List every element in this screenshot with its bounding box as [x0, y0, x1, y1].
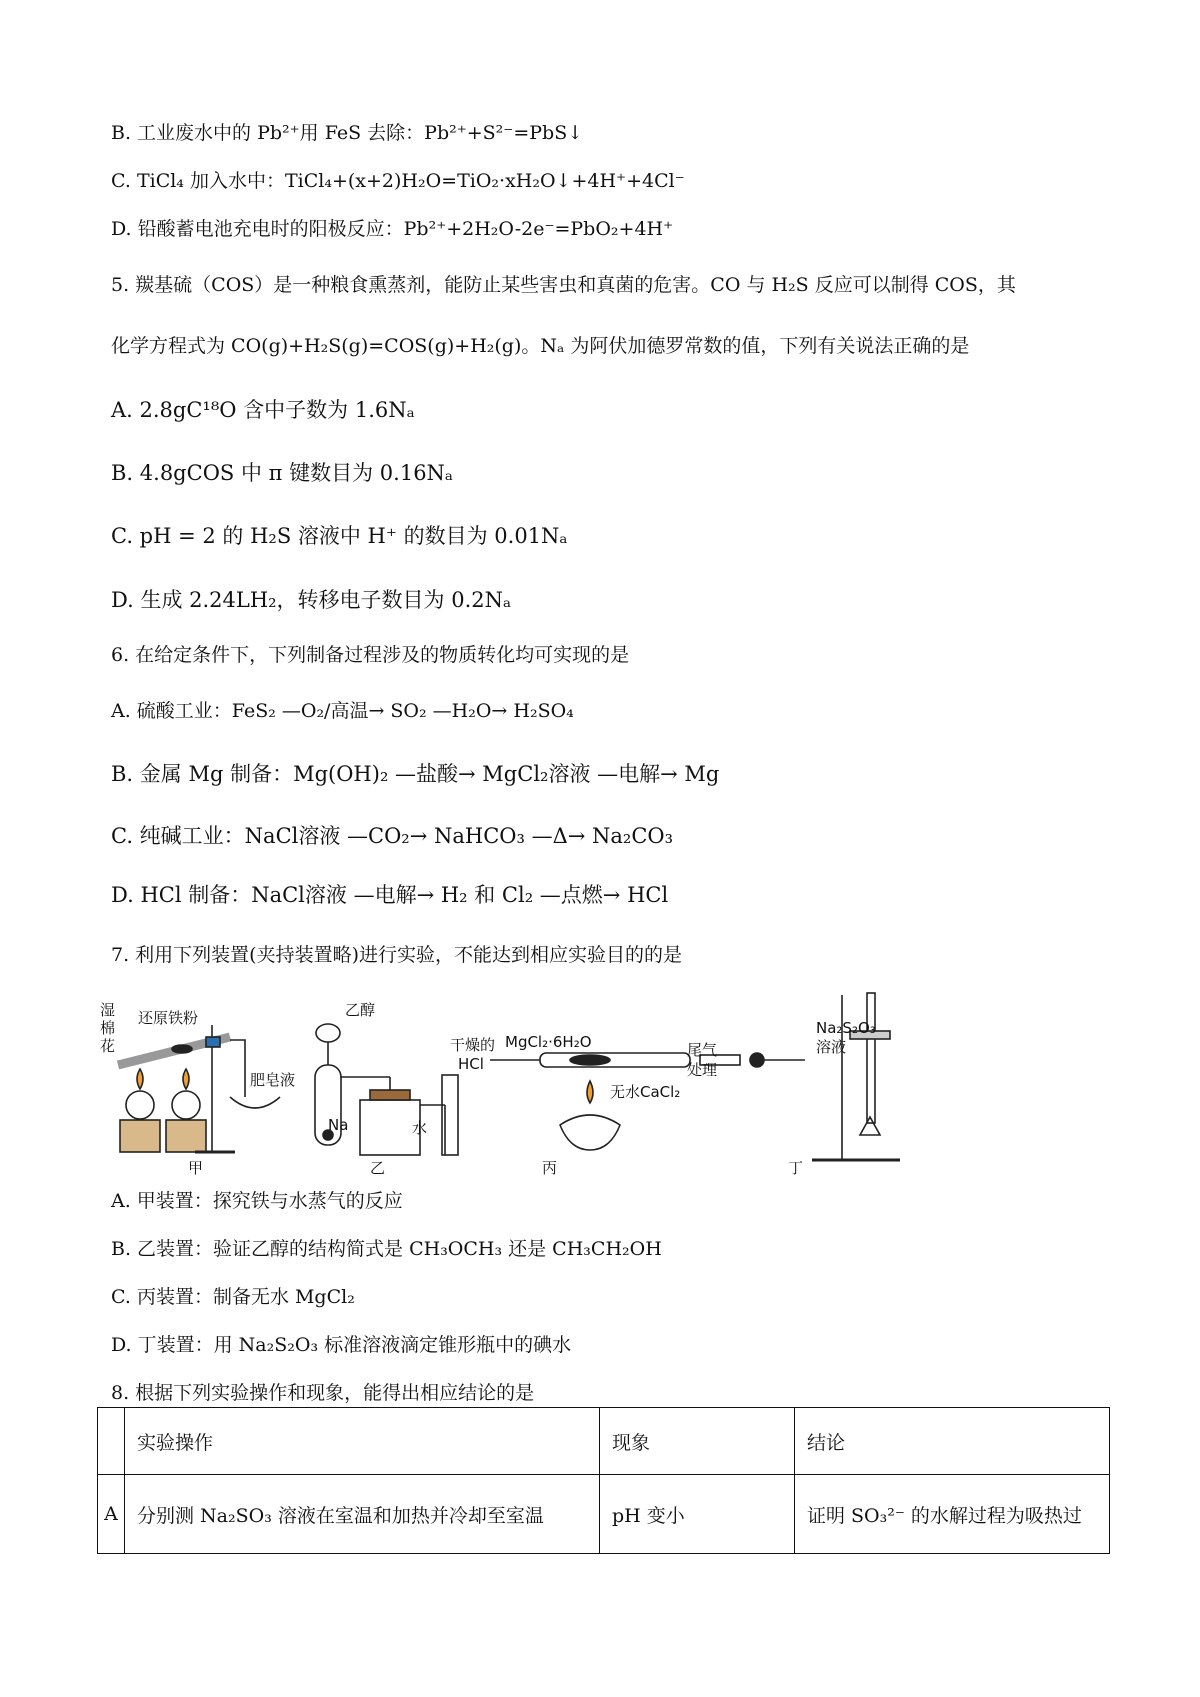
apparatus-bing	[490, 1053, 805, 1150]
table-cell: pH 变小	[600, 1475, 795, 1554]
option-4d: D. 铅酸蓄电池充电时的阳极反应：Pb²⁺+2H₂O-2e⁻=PbO₂+4H⁺	[111, 218, 674, 240]
label-cotton2: 花	[100, 1037, 116, 1055]
label-cotton1: 棉	[100, 1019, 116, 1037]
label-dry: 干燥的	[450, 1036, 496, 1054]
label-cacl2: 无水CaCl₂	[610, 1083, 681, 1101]
label-water: 水	[412, 1119, 428, 1137]
label-na: Na	[328, 1116, 349, 1134]
table-header-cell: 实验操作	[125, 1408, 600, 1475]
label-salt: MgCl₂·6H₂O	[505, 1033, 592, 1051]
option-6c: C. 纯碱工业：NaCl溶液 —CO₂→ NaHCO₃ —Δ→ Na₂CO₃	[111, 824, 674, 848]
experiment-table	[97, 1407, 1110, 1554]
table-header-cell	[98, 1408, 125, 1475]
table-header-row	[98, 1408, 1110, 1475]
apparatus-figure	[100, 985, 960, 1175]
question-8-stem: 8. 根据下列实验操作和现象，能得出相应结论的是	[111, 1382, 535, 1404]
table-cell: A	[98, 1475, 125, 1554]
option-5a: A. 2.8gC¹⁸O 含中子数为 1.6Nₐ	[111, 398, 415, 422]
label-hcl: HCl	[458, 1055, 484, 1073]
label-wet: 湿	[100, 1001, 116, 1019]
table-cell: 证明 SO₃²⁻ 的水解过程为吸热过	[795, 1475, 1110, 1554]
caption-bing: 丙	[542, 1159, 558, 1175]
label-na2s2o3: Na₂S₂O₃	[816, 1019, 876, 1037]
caption-jia: 甲	[188, 1159, 204, 1175]
table-cell: 分别测 Na₂SO₃ 溶液在室温和加热并冷却至室温	[125, 1475, 600, 1554]
option-7d: D. 丁装置：用 Na₂S₂O₃ 标准溶液滴定锥形瓶中的碘水	[111, 1334, 572, 1356]
question-6-stem: 6. 在给定条件下，下列制备过程涉及的物质转化均可实现的是	[111, 644, 630, 666]
caption-yi: 乙	[370, 1159, 386, 1175]
table-row	[98, 1475, 1110, 1554]
option-7a: A. 甲装置：探究铁与水蒸气的反应	[111, 1190, 403, 1212]
label-tail2: 处理	[687, 1061, 718, 1079]
option-6a: A. 硫酸工业：FeS₂ —O₂/高温→ SO₂ —H₂O→ H₂SO₄	[111, 700, 574, 722]
label-tail1: 尾气	[687, 1041, 718, 1059]
option-4b: B. 工业废水中的 Pb²⁺用 FeS 去除：Pb²⁺+S²⁻=PbS↓	[111, 122, 584, 144]
label-ethanol: 乙醇	[345, 1001, 376, 1019]
question-5-stem: 5. 羰基硫（COS）是一种粮食熏蒸剂，能防止某些害虫和真菌的危害。CO 与 H₂S 反应可以制得 COS，其	[111, 274, 1016, 296]
option-5d: D. 生成 2.24LH₂，转移电子数目为 0.2Nₐ	[111, 588, 512, 612]
table-header-cell: 结论	[795, 1408, 1110, 1475]
option-7c: C. 丙装置：制备无水 MgCl₂	[111, 1286, 355, 1308]
option-4c: C. TiCl₄ 加入水中：TiCl₄+(x+2)H₂O=TiO₂·xH₂O↓+4H⁺+4Cl⁻	[111, 170, 685, 192]
table-header-cell: 现象	[600, 1408, 795, 1475]
label-iron: 还原铁粉	[138, 1009, 199, 1027]
option-7b: B. 乙装置：验证乙醇的结构简式是 CH₃OCH₃ 还是 CH₃CH₂OH	[111, 1238, 662, 1260]
label-soap: 肥皂液	[250, 1071, 296, 1089]
caption-ding: 丁	[788, 1159, 804, 1175]
apparatus-yi	[315, 1024, 458, 1155]
option-5b: B. 4.8gCOS 中 π 键数目为 0.16Nₐ	[111, 461, 454, 485]
question-5-equation: 化学方程式为 CO(g)+H₂S(g)=COS(g)+H₂(g)。Nₐ 为阿伏加德罗常数的值，下列有关说法正确的是	[111, 335, 970, 357]
question-7-stem: 7. 利用下列装置(夹持装置略)进行实验，不能达到相应实验目的的是	[111, 944, 682, 966]
option-6b: B. 金属 Mg 制备：Mg(OH)₂ —盐酸→ MgCl₂溶液 —电解→ Mg	[111, 762, 720, 786]
label-solution: 溶液	[816, 1038, 847, 1056]
option-6d: D. HCl 制备：NaCl溶液 —电解→ H₂ 和 Cl₂ —点燃→ HCl	[111, 883, 669, 907]
option-5c: C. pH = 2 的 H₂S 溶液中 H⁺ 的数目为 0.01Nₐ	[111, 524, 568, 548]
